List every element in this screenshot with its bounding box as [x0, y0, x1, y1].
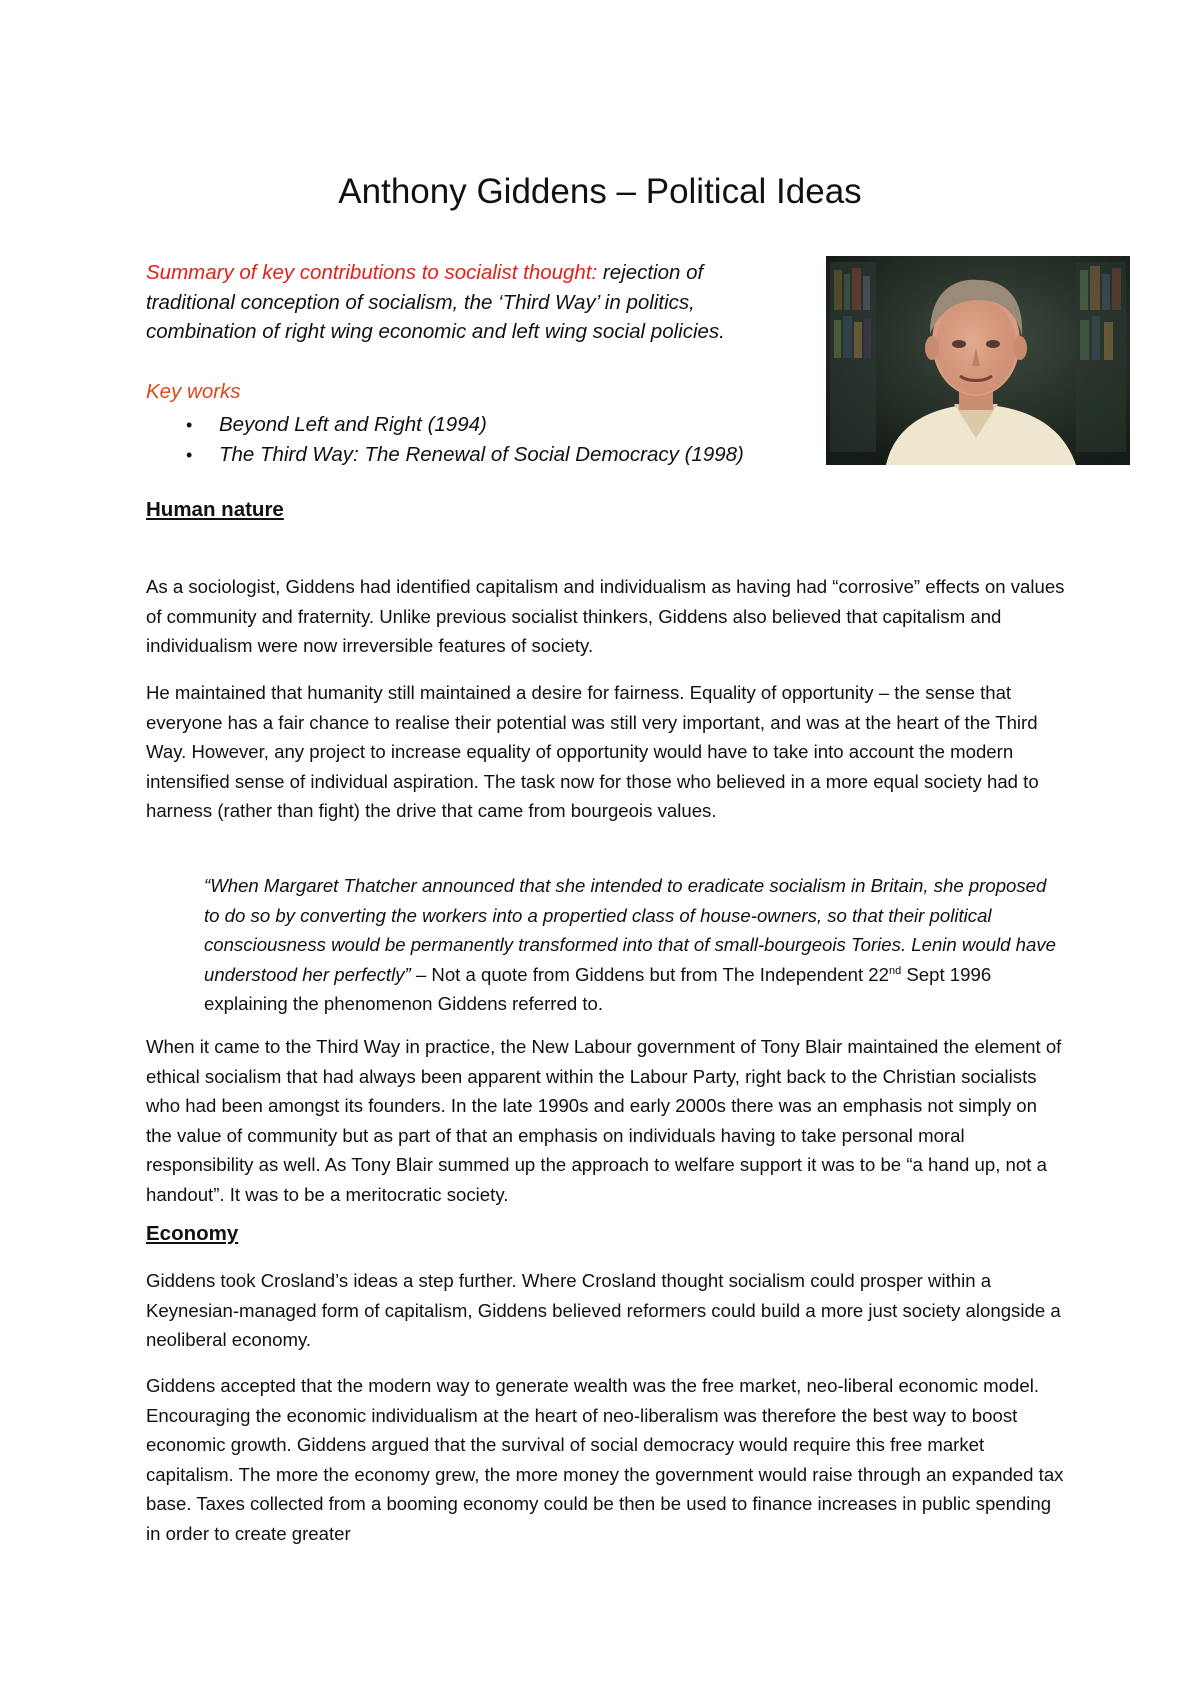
summary-text: rejection of traditional conception of socialism, the ‘Third Way’ in politics, combination of right wing economic and left wing social policies.: [146, 261, 725, 343]
portrait-photo: [826, 256, 1130, 465]
key-work-title: Beyond Left and Right (1994): [219, 413, 487, 436]
human-nature-paragraph-1: As a sociologist, Giddens had identified capitalism and individualism as having had “corrosive” effects on values of community and fraternity. Unlike previous socialist thinkers, Giddens also believed that capitalism and individualism were now irreversible features of society.: [146, 576, 1065, 656]
quote-attribution-end: Sept 1996 explaining the phenomenon Giddens referred to.: [204, 963, 992, 1014]
heading-human-nature: Human nature: [146, 498, 284, 521]
list-item: [146, 440, 744, 470]
portrait-image: [826, 256, 1130, 465]
key-work-title: The Third Way: The Renewal of Social Democracy (1998): [219, 443, 744, 466]
human-nature-paragraph-3: When it came to the Third Way in practice, the New Labour government of Tony Blair maintained the element of ethical socialism that had always been apparent within the Labour Party, right back to the Christian socialists who had been amongst its founders. In the late 1990s and early 2000s there was an emphasis not simply on the value of community but as part of that an emphasis on individuals having to take personal moral responsibility as well. As Tony Blair summed up the approach to welfare support it was to be “a hand up, not a handout”. It was to be a meritocratic society.: [146, 1036, 1062, 1205]
key-works-heading: Key works: [146, 380, 241, 403]
list-item: [146, 410, 744, 440]
economy-paragraph-1: Giddens took Crosland’s ideas a step further. Where Crosland thought socialism could prosper within a Keynesian-managed form of capitalism, Giddens believed reformers could build a more just society alongside a neoliberal economy.: [146, 1270, 1061, 1350]
page-title: Anthony Giddens – Political Ideas: [338, 172, 862, 211]
quote-attribution: – Not a quote from Giddens but from The Independent 22: [410, 963, 889, 985]
quote-text: “When Margaret Thatcher announced that she intended to eradicate socialism in Britain, she proposed to do so by converting the workers into a propertied class of house-owners, so that their political consciousness would be permanently transformed into that of small-bourgeois Tories. Lenin would have understood her perfectly”: [204, 875, 1056, 985]
thatcher-quote: [204, 871, 1066, 1019]
heading-economy: Economy: [146, 1222, 239, 1245]
summary-label: Summary of key contributions to socialist thought:: [146, 261, 598, 284]
bullet-icon: •: [186, 415, 193, 435]
ordinal-suffix: nd: [888, 964, 902, 977]
key-works-list: [146, 410, 744, 470]
bullet-icon: •: [186, 445, 193, 465]
summary-paragraph: [146, 258, 796, 347]
human-nature-paragraph-2: He maintained that humanity still maintained a desire for fairness. Equality of opportunity – the sense that everyone has a fair chance to realise their potential was still very important, and was at the heart of the Third Way. However, any project to increase equality of opportunity would have to take into account the modern intensified sense of individual aspiration. The task now for those who believed in a more equal society had to harness (rather than fight) the drive that came from bourgeois values.: [146, 682, 1039, 821]
economy-paragraph-2: Giddens accepted that the modern way to generate wealth was the free market, neo-liberal economic model. Encouraging the economic individualism at the heart of neo-liberalism was therefore the best way to boost economic growth. Giddens argued that the survival of social democracy would require this free market capitalism. The more the economy grew, the more money the government would raise through an expanded tax base. Taxes collected from a booming economy could be then be used to finance increases in public spending in order to create greater: [146, 1375, 1064, 1544]
